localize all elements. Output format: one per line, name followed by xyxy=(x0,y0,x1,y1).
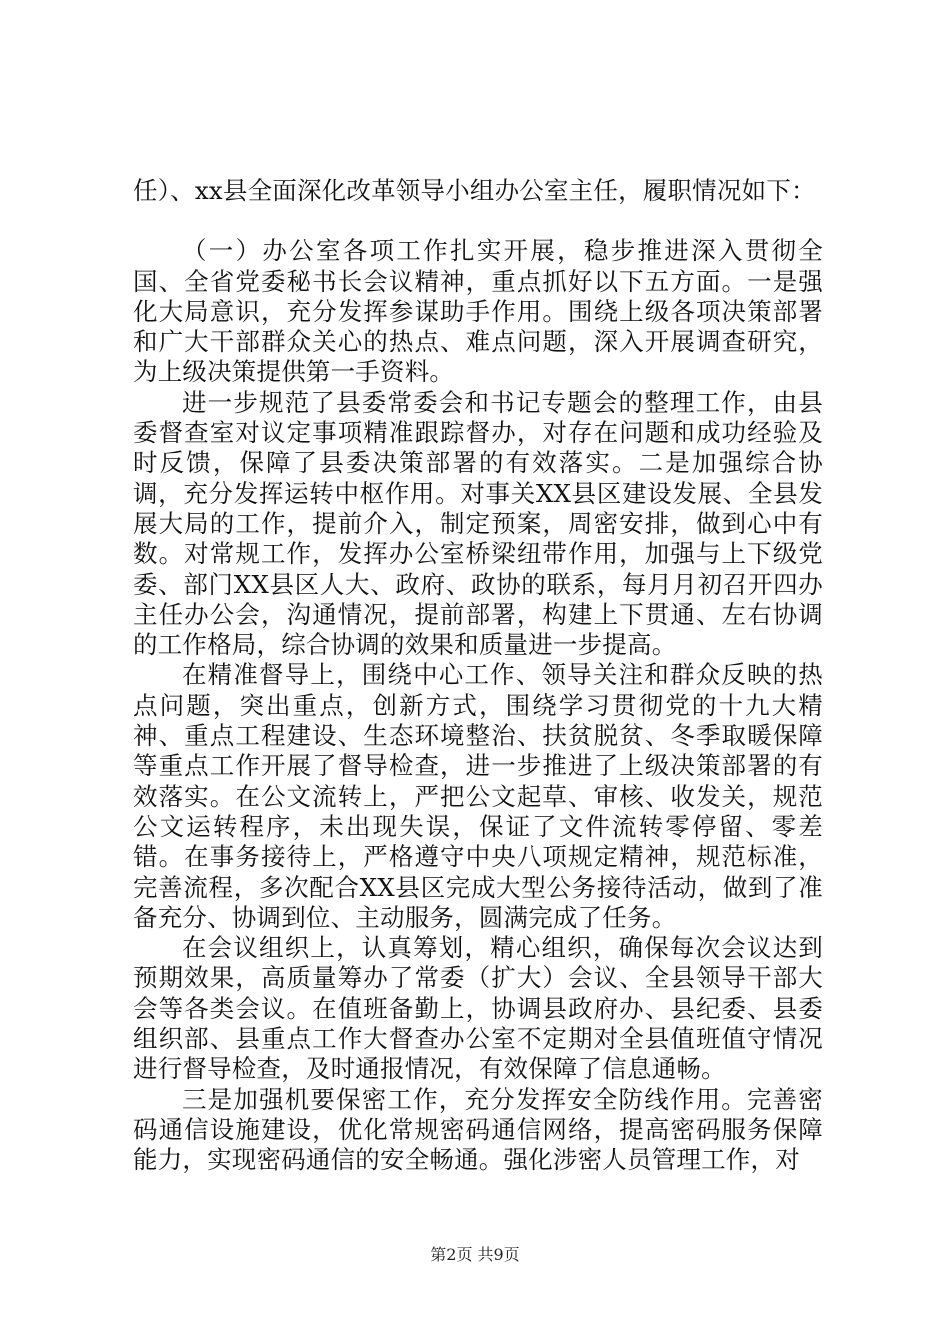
paragraph-office-work: （一）办公室各项工作扎实开展，稳步推进深入贯彻全国、全省党委秘书长会议精神，重点抓好以下五方面。一是强化大局意识，充分发挥参谋助手作用。围绕上级各项决策部署和广大干部群众关心的热点、难点问题，深入开展调查研究，为上级决策提供第一手资料。 xyxy=(133,236,823,387)
paragraph-confidentiality: 三是加强机要保密工作，充分发挥安全防线作用。完善密码通信设施建设，优化常规密码通信网络，提高密码服务保障能力，实现密码通信的安全畅通。强化涉密人员管理工作，对 xyxy=(133,1084,823,1175)
paragraph-intro-continuation: 任）、xx县全面深化改革领导小组办公室主任，履职情况如下： xyxy=(133,176,816,205)
paragraph-coordination: 进一步规范了县委常委会和书记专题会的整理工作，由县委督查室对议定事项精准跟踪督办，对存在问题和成功经验及时反馈，保障了县委决策部署的有效落实。二是加强综合协调，充分发挥运转中枢作用。对事关XX县区建设发展、全县发展大局的工作，提前介入，制定预案，周密安排，做到心中有数。对常规工作，发挥办公室桥梁纽带作用，加强与上下级党委、部门XX县区人大、政府、政协的联系，每月月初召开四办主任办公会，沟通情况，提前部署，构建上下贯通、左右协调的工作格局，综合协调的效果和质量进一步提高。 xyxy=(133,387,823,660)
paragraph-meetings: 在会议组织上，认真筹划，精心组织，确保每次会议达到预期效果，高质量筹办了常委（扩大）会议、全县领导干部大会等各类会议。在值班备勤上，协调县政府办、县纪委、县委组织部、县重点工作大督查办公室不定期对全县值班值守情况进行督导检查，及时通报情况，有效保障了信息通畅。 xyxy=(133,933,823,1084)
page-number-footer: 第2页 共9页 xyxy=(430,1245,520,1264)
paragraph-supervision: 在精准督导上，围绕中心工作、领导关注和群众反映的热点问题，突出重点，创新方式，围绕学习贯彻党的十九大精神、重点工程建设、生态环境整治、扶贫脱贫、冬季取暖保障等重点工作开展了督导检查，进一步推进了上级决策部署的有效落实。在公文流转上，严把公文起草、审核、收发关，规范公文运转程序，未出现失误，保证了文件流转零停留、零差错。在事务接待上，严格遵守中央八项规定精神，规范标准，完善流程，多次配合XX县区完成大型公务接待活动，做到了准备充分、协调到位、主动服务，圆满完成了任务。 xyxy=(133,660,823,932)
document-body xyxy=(133,176,823,1176)
